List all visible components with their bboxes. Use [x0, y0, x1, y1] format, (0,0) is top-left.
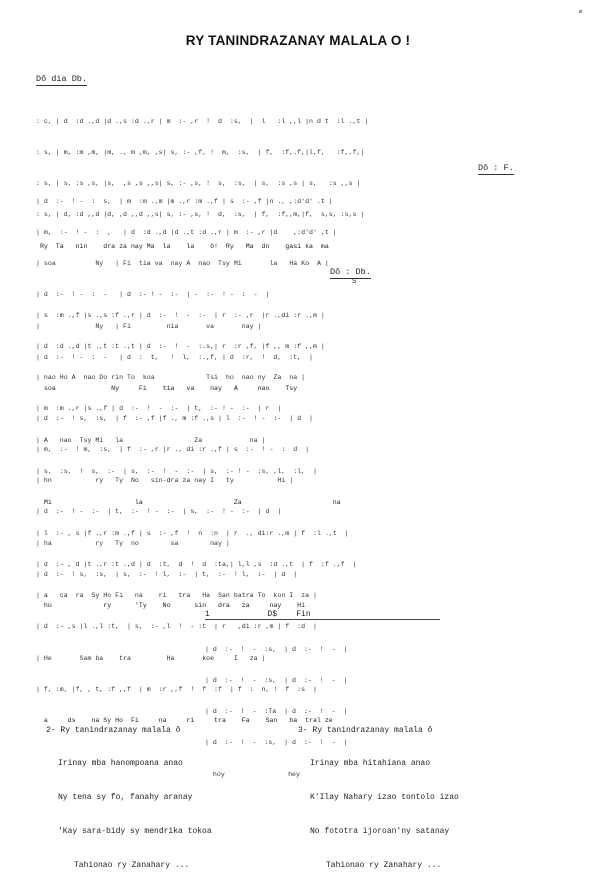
solfa-line: | d :d .,d |t .,t :t .,t | d :- ! - :.s,| r :r ,f, |f ,, m :f ,,m | [36, 343, 325, 351]
verse-line: Irinay mba hanompoana anao [58, 759, 183, 769]
verse-line: 'Kay sara-bidy sy mendrika tokoa [58, 827, 212, 837]
lyric-line: a ds na Sy Ho Fi na ri tra Fa San ba tral ze [36, 717, 333, 725]
key-sub: S [352, 278, 357, 286]
verse-line: Tahionao ry Zanahary ... [74, 861, 190, 871]
key-signature-3 [330, 267, 371, 277]
fin-header: 1 D$ Fin [205, 610, 440, 620]
lyric-line: Mi la Za na [36, 499, 341, 507]
verse-line [46, 725, 212, 736]
verse-line: Irinay mba hitahiana anao [310, 759, 431, 769]
solfa-line: | nao Ho A nao Do rin To koa Tsi ho nao ny Za na | [36, 374, 306, 382]
solfa-line: : s, | s, :s ,s, |s, ,s ,s ,,s| s, :- ,s, ! s, :s, | s, :s ,s | s, :s ,,s | [36, 180, 361, 188]
solfa-line: | d :- ! - : - | d :- ! - :- | - :- ! - : - | [36, 291, 270, 299]
verse-text: Ry tanindrazanay malala ô [60, 725, 181, 735]
solfa-line: | d :- ! - :s, | d :- ! - | [205, 739, 348, 747]
solfa-line: | hn ry Ty No sin-dra za nay I ty Hi | [36, 477, 294, 485]
key-label: Dô : F. [478, 163, 514, 173]
verse-text: Ry tanindrazanay malala ô [312, 725, 433, 735]
verse-line: K'Ilay Nahary izao tontolo izao [310, 793, 459, 803]
solfa-line: | d :- ,s |l .,l :t, | s, :- ,l ! - :t | r ,di :r ,m | f :d | [36, 623, 317, 631]
solfa-line: | d :- ! - : s, | m :m .,m |m .,r :m .,f | s :- ,f |n ., ,:d'd' .t | [36, 197, 333, 205]
solfa-line: | d :- , d |t .,r :t .,d | d :t, d ! d :ta,| l,l ,s :d .,t | f :f .,f | [36, 561, 357, 569]
solfa-line: | a ca ra Sy Ho Fi na ri tra Ha San batra To kon I za | [36, 592, 317, 600]
verse-line [298, 725, 459, 736]
solfa-line: | s :m .,f |s .,s :f .,r | d :- ! - :- | r :- ,r |r .,di :r .,m | [36, 311, 325, 319]
verse-line: No fototra ijoroan'ny satanay [310, 827, 450, 837]
scan-mark [579, 10, 582, 13]
verse-number: 2- [46, 725, 56, 735]
solfa-line: | d :- ! - : - | d : t, ! l, :.,f, | d :r, ! d, :t, | [36, 353, 313, 361]
solfa-line: | ha ry Ty no sa nay | [36, 539, 230, 547]
verse-3 [298, 702, 459, 894]
verse-line: Ny tena sy fo, fanahy aranay [58, 793, 193, 803]
key-signature-2 [478, 163, 514, 173]
solfa-line: | A nao Tsy Mi la Za na | [36, 436, 266, 444]
verse-line: Tahionao ry Zanahary ... [326, 861, 442, 871]
key-label: Dô : Db. [330, 267, 371, 277]
solfa-line: | d :- ! - :Ta | d :- ! - | [205, 708, 348, 716]
solfa-line: : s, | m, :m ,m, |m, ., m ,m, ,s| s, :- ,f, ! m, :s, | f, :f,.f,|l,f, :f,.f,| [36, 149, 365, 157]
solfa-line: | l :- , s |f .,r :m .,f | s :- ,f ! n :n | r ., di:r .,m | f :l .,t | [36, 529, 349, 537]
lyric-line: soa Ny Fi tia va nay A nao Tsy [36, 385, 298, 393]
solfa-line: | Ny | Fi nia va nay | [36, 322, 262, 330]
solfa-line: | He Sam ba tra Ha koe I za | [36, 654, 266, 662]
solfa-line: | f, :m, |f, , t, :f ,,f | m :r ,,f ! f :f | f : n, ! f :s | [36, 685, 317, 693]
key-signature-1 [36, 74, 87, 84]
solfa-line: | d :- ! - :s, | d :- ! - | [205, 677, 348, 685]
lyric-line: hoy hey [205, 770, 300, 778]
solfa-line: | soa Ny | Fi tia va nay A nao Tsy Mi la Ha Ko A | [36, 260, 329, 268]
solfa-line: | d :- ! - :s, | d :- ! - | [205, 645, 348, 653]
verse-2 [46, 702, 212, 894]
solfa-line: : s, | d, :d ,,d |d, ,d ,,d ,,s| s, :- ,s, ! d, :s, | f, :f,,m,|f, s,s, :s,s | [36, 211, 365, 219]
solfa-line: | d :- ! - :- | t, :- ! - :- | s, :- ! - :- | d | [36, 508, 282, 516]
key-label: Dô dia Db. [36, 74, 88, 84]
solfa-line: | d :- ! s, :s, | f :- ,f |f ., m :f .,s | l :- ! - :- | d | [36, 414, 313, 422]
solfa-line: | m, :- ! - : , | d :d .,d |d .,t :d .,r | m :- ,r |d ,:d'd' ,t | [36, 229, 337, 237]
lyric-line: Ry Ta nin dra za nay Ma la la ô! Ry Ma dn gasi ka ma [36, 242, 329, 250]
solfa-line: : c, | d :d .,d |d .,s :d .,r | m :- ,r ! d :s, | l :l ,,l |n d t :l .,t | [36, 117, 369, 125]
song-title: RY TANINDRAZANAY MALALA O ! [185, 33, 411, 48]
lyric-line: hu ry 'Ty No sin dra za nay Hi [36, 602, 306, 610]
solfa-line: | m :m .,r |s .,f | d :- ! - :- | t, :- ! - :- | r | [36, 405, 282, 413]
solfa-line: | m, :- ! m, :s, | f :- ,r |r ., di :r .,f | s :- ! - : d | [36, 446, 310, 454]
solfa-line: | d :- ! s, :s, | s, :- ! l, :- | t, :- ! l, :- | d | [36, 570, 298, 578]
solfa-line: | s, :s, ! s, :- | s, :- ! - :- | s, :- ! - :s, ,l, :l, | [36, 467, 317, 475]
verse-number: 3- [298, 725, 308, 735]
